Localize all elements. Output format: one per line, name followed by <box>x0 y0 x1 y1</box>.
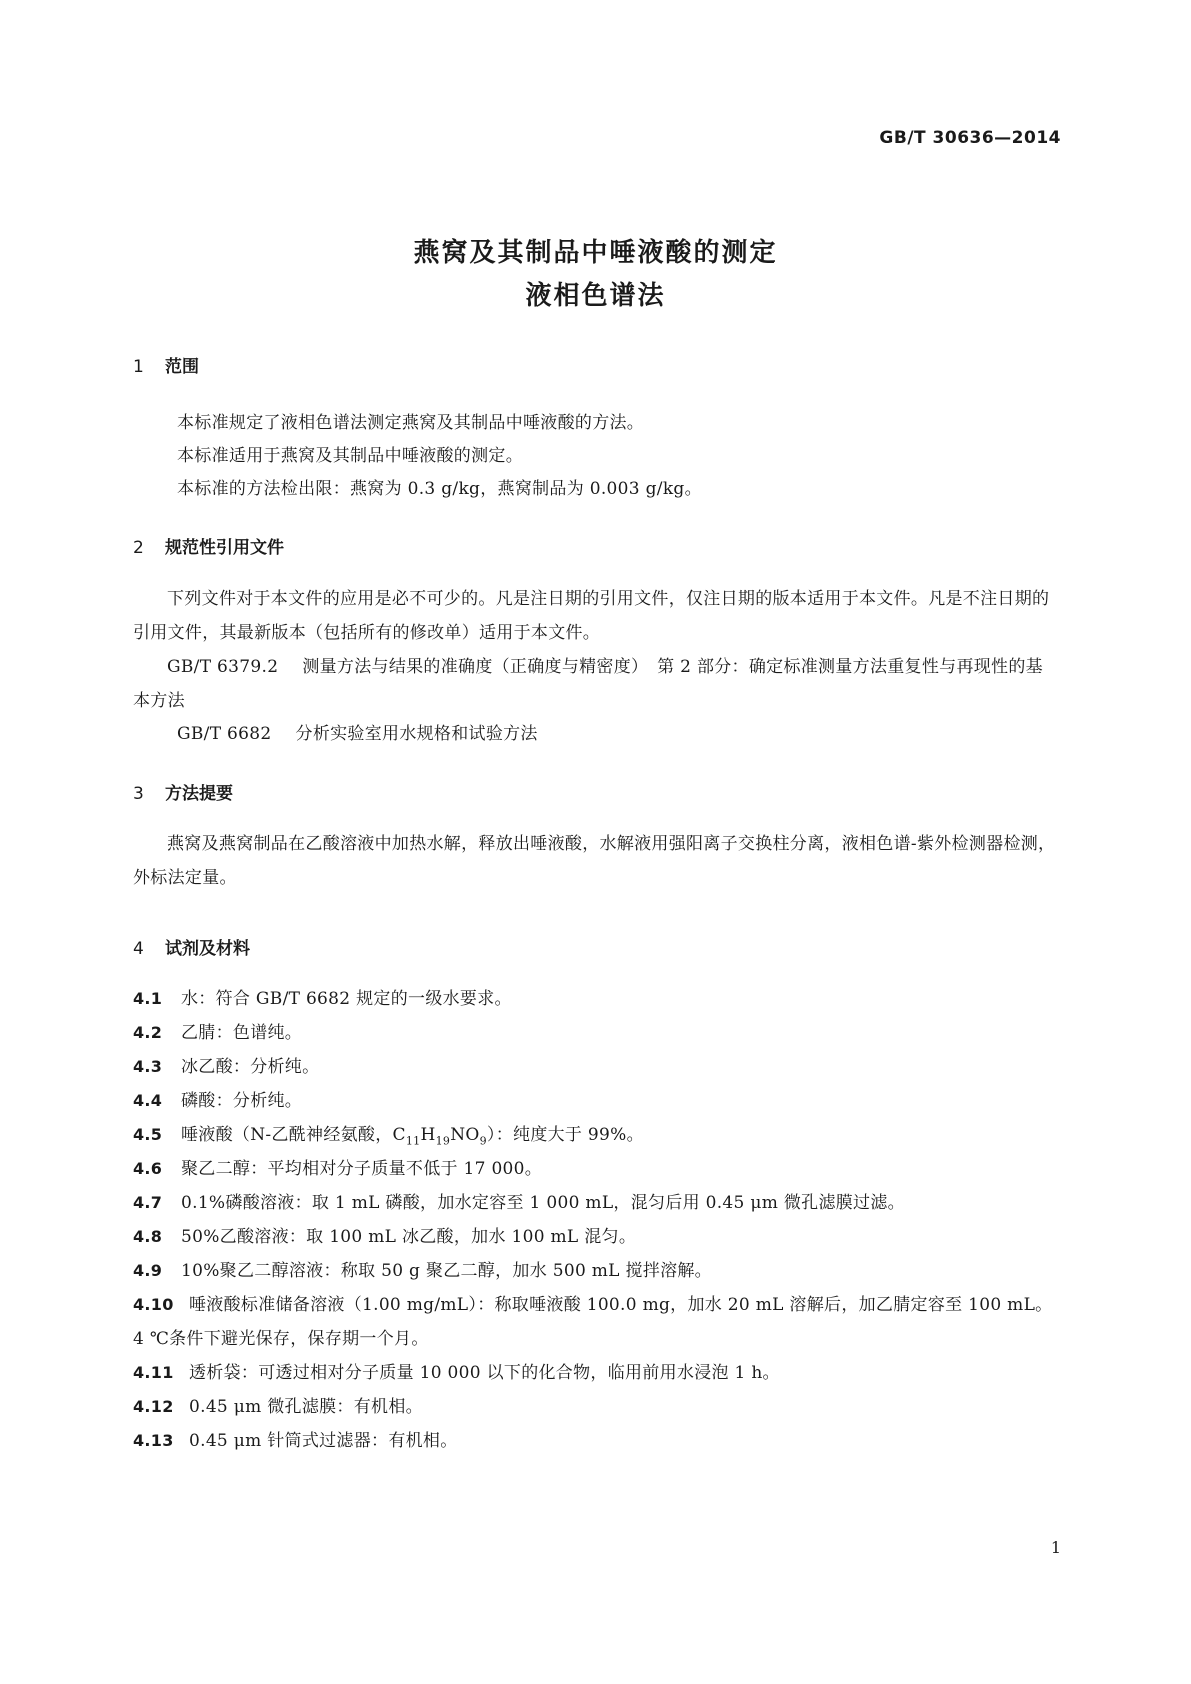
section-title: 方法提要 <box>165 784 233 804</box>
section-1-paragraph-1: 本标准规定了液相色谱法测定燕窝及其制品中唾液酸的方法。 <box>177 413 645 433</box>
list-item-4-3 <box>133 1050 1058 1084</box>
item-number: 4.5 <box>133 1125 163 1144</box>
item-number: 4.1 <box>133 989 163 1008</box>
section-2-heading <box>133 533 284 558</box>
section-number: 4 <box>133 939 144 959</box>
section-1-heading <box>133 352 199 377</box>
list-item-4-1 <box>133 982 1058 1016</box>
list-item-4-10 <box>133 1288 1058 1356</box>
item-number: 4.11 <box>133 1363 174 1382</box>
item-text: 乙腈：色谱纯。 <box>181 1023 303 1043</box>
formula-subscript: 19 <box>435 1134 451 1148</box>
list-item-4-4 <box>133 1084 1058 1118</box>
formula-part: NO <box>450 1125 480 1145</box>
section-title: 试剂及材料 <box>165 939 250 959</box>
list-item-4-8 <box>133 1220 1058 1254</box>
item-text: 冰乙酸：分析纯。 <box>181 1057 320 1077</box>
document-title-line1: 燕窝及其制品中唾液酸的测定 <box>413 238 778 268</box>
item-text-prefix: 唾液酸（N-乙酰神经氨酸，C <box>181 1125 406 1145</box>
item-number: 4.2 <box>133 1023 163 1042</box>
normative-reference-1 <box>133 650 1058 718</box>
section-3-paragraph: 燕窝及燕窝制品在乙酸溶液中加热水解，释放出唾液酸，水解液用强阳离子交换柱分离，液相色谱-紫外检测器检测，外标法定量。 <box>133 834 1056 888</box>
list-item-4-12 <box>133 1390 1058 1424</box>
formula-subscript: 9 <box>479 1134 487 1148</box>
section-number: 1 <box>133 357 144 377</box>
item-text: 10%聚乙二醇溶液：称取 50 g 聚乙二醇，加水 500 mL 搅拌溶解。 <box>181 1261 712 1281</box>
section-title: 范围 <box>165 357 199 377</box>
item-number: 4.9 <box>133 1261 163 1280</box>
standard-code: GB/T 30636—2014 <box>879 128 1061 148</box>
item-text: 透析袋：可透过相对分子质量 10 000 以下的化合物，临用前用水浸泡 1 h。 <box>189 1363 780 1383</box>
reference-code: GB/T 6682 <box>177 724 272 744</box>
item-text-suffix: ）：纯度大于 99%。 <box>486 1125 644 1145</box>
item-text: 0.45 μm 微孔滤膜：有机相。 <box>189 1397 423 1417</box>
item-text: 水：符合 GB/T 6682 规定的一级水要求。 <box>181 989 512 1009</box>
list-item-4-2 <box>133 1016 1058 1050</box>
item-text: 0.1%磷酸溶液：取 1 mL 磷酸，加水定容至 1 000 mL，混匀后用 0.45 μm 微孔滤膜过滤。 <box>181 1193 905 1213</box>
section-2-intro: 下列文件对于本文件的应用是必不可少的。凡是注日期的引用文件，仅注日期的版本适用于本文件。凡是不注日期的引用文件，其最新版本（包括所有的修改单）适用于本文件。 <box>133 589 1050 643</box>
reference-title: 分析实验室用水规格和试验方法 <box>295 724 538 744</box>
formula-subscript: 11 <box>405 1134 421 1148</box>
section-1-paragraph-2: 本标准适用于燕窝及其制品中唾液酸的测定。 <box>177 446 523 466</box>
reference-code: GB/T 6379.2 <box>167 657 279 677</box>
reference-title: 测量方法与结果的准确度（正确度与精密度） 第 2 部分：确定标准测量方法重复性与再现性的基本方法 <box>133 657 1043 711</box>
section-3-heading <box>133 779 233 804</box>
item-number: 4.6 <box>133 1159 163 1178</box>
section-4-heading <box>133 934 250 959</box>
section-1-paragraph-3: 本标准的方法检出限：燕窝为 0.3 g/kg，燕窝制品为 0.003 g/kg。 <box>177 479 702 499</box>
item-number: 4.13 <box>133 1431 174 1450</box>
document-title-line2: 液相色谱法 <box>525 281 666 311</box>
item-number: 4.3 <box>133 1057 163 1076</box>
list-item-4-7 <box>133 1186 1058 1220</box>
item-number: 4.8 <box>133 1227 163 1246</box>
section-number: 3 <box>133 784 144 804</box>
item-text: 聚乙二醇：平均相对分子质量不低于 17 000。 <box>181 1159 543 1179</box>
item-text: 磷酸：分析纯。 <box>181 1091 303 1111</box>
section-title: 规范性引用文件 <box>165 538 284 558</box>
item-text: 唾液酸标准储备溶液（1.00 mg/mL）：称取唾液酸 100.0 mg，加水 20 mL 溶解后，加乙腈定容至 100 mL。4 ℃条件下避光保存，保存期一个月。 <box>133 1295 1053 1349</box>
list-item-4-13 <box>133 1424 1058 1458</box>
formula-part: H <box>420 1125 436 1145</box>
item-number: 4.10 <box>133 1295 174 1314</box>
page-number: 1 <box>1050 1538 1061 1557</box>
item-text: 50%乙酸溶液：取 100 mL 冰乙酸，加水 100 mL 混匀。 <box>181 1227 637 1247</box>
item-number: 4.7 <box>133 1193 163 1212</box>
item-text: 0.45 μm 针筒式过滤器：有机相。 <box>189 1431 458 1451</box>
item-number: 4.12 <box>133 1397 174 1416</box>
list-item-4-6 <box>133 1152 1058 1186</box>
normative-reference-2 <box>177 719 1058 744</box>
item-number: 4.4 <box>133 1091 163 1110</box>
list-item-4-9 <box>133 1254 1058 1288</box>
section-number: 2 <box>133 538 144 558</box>
list-item-4-11 <box>133 1356 1058 1390</box>
